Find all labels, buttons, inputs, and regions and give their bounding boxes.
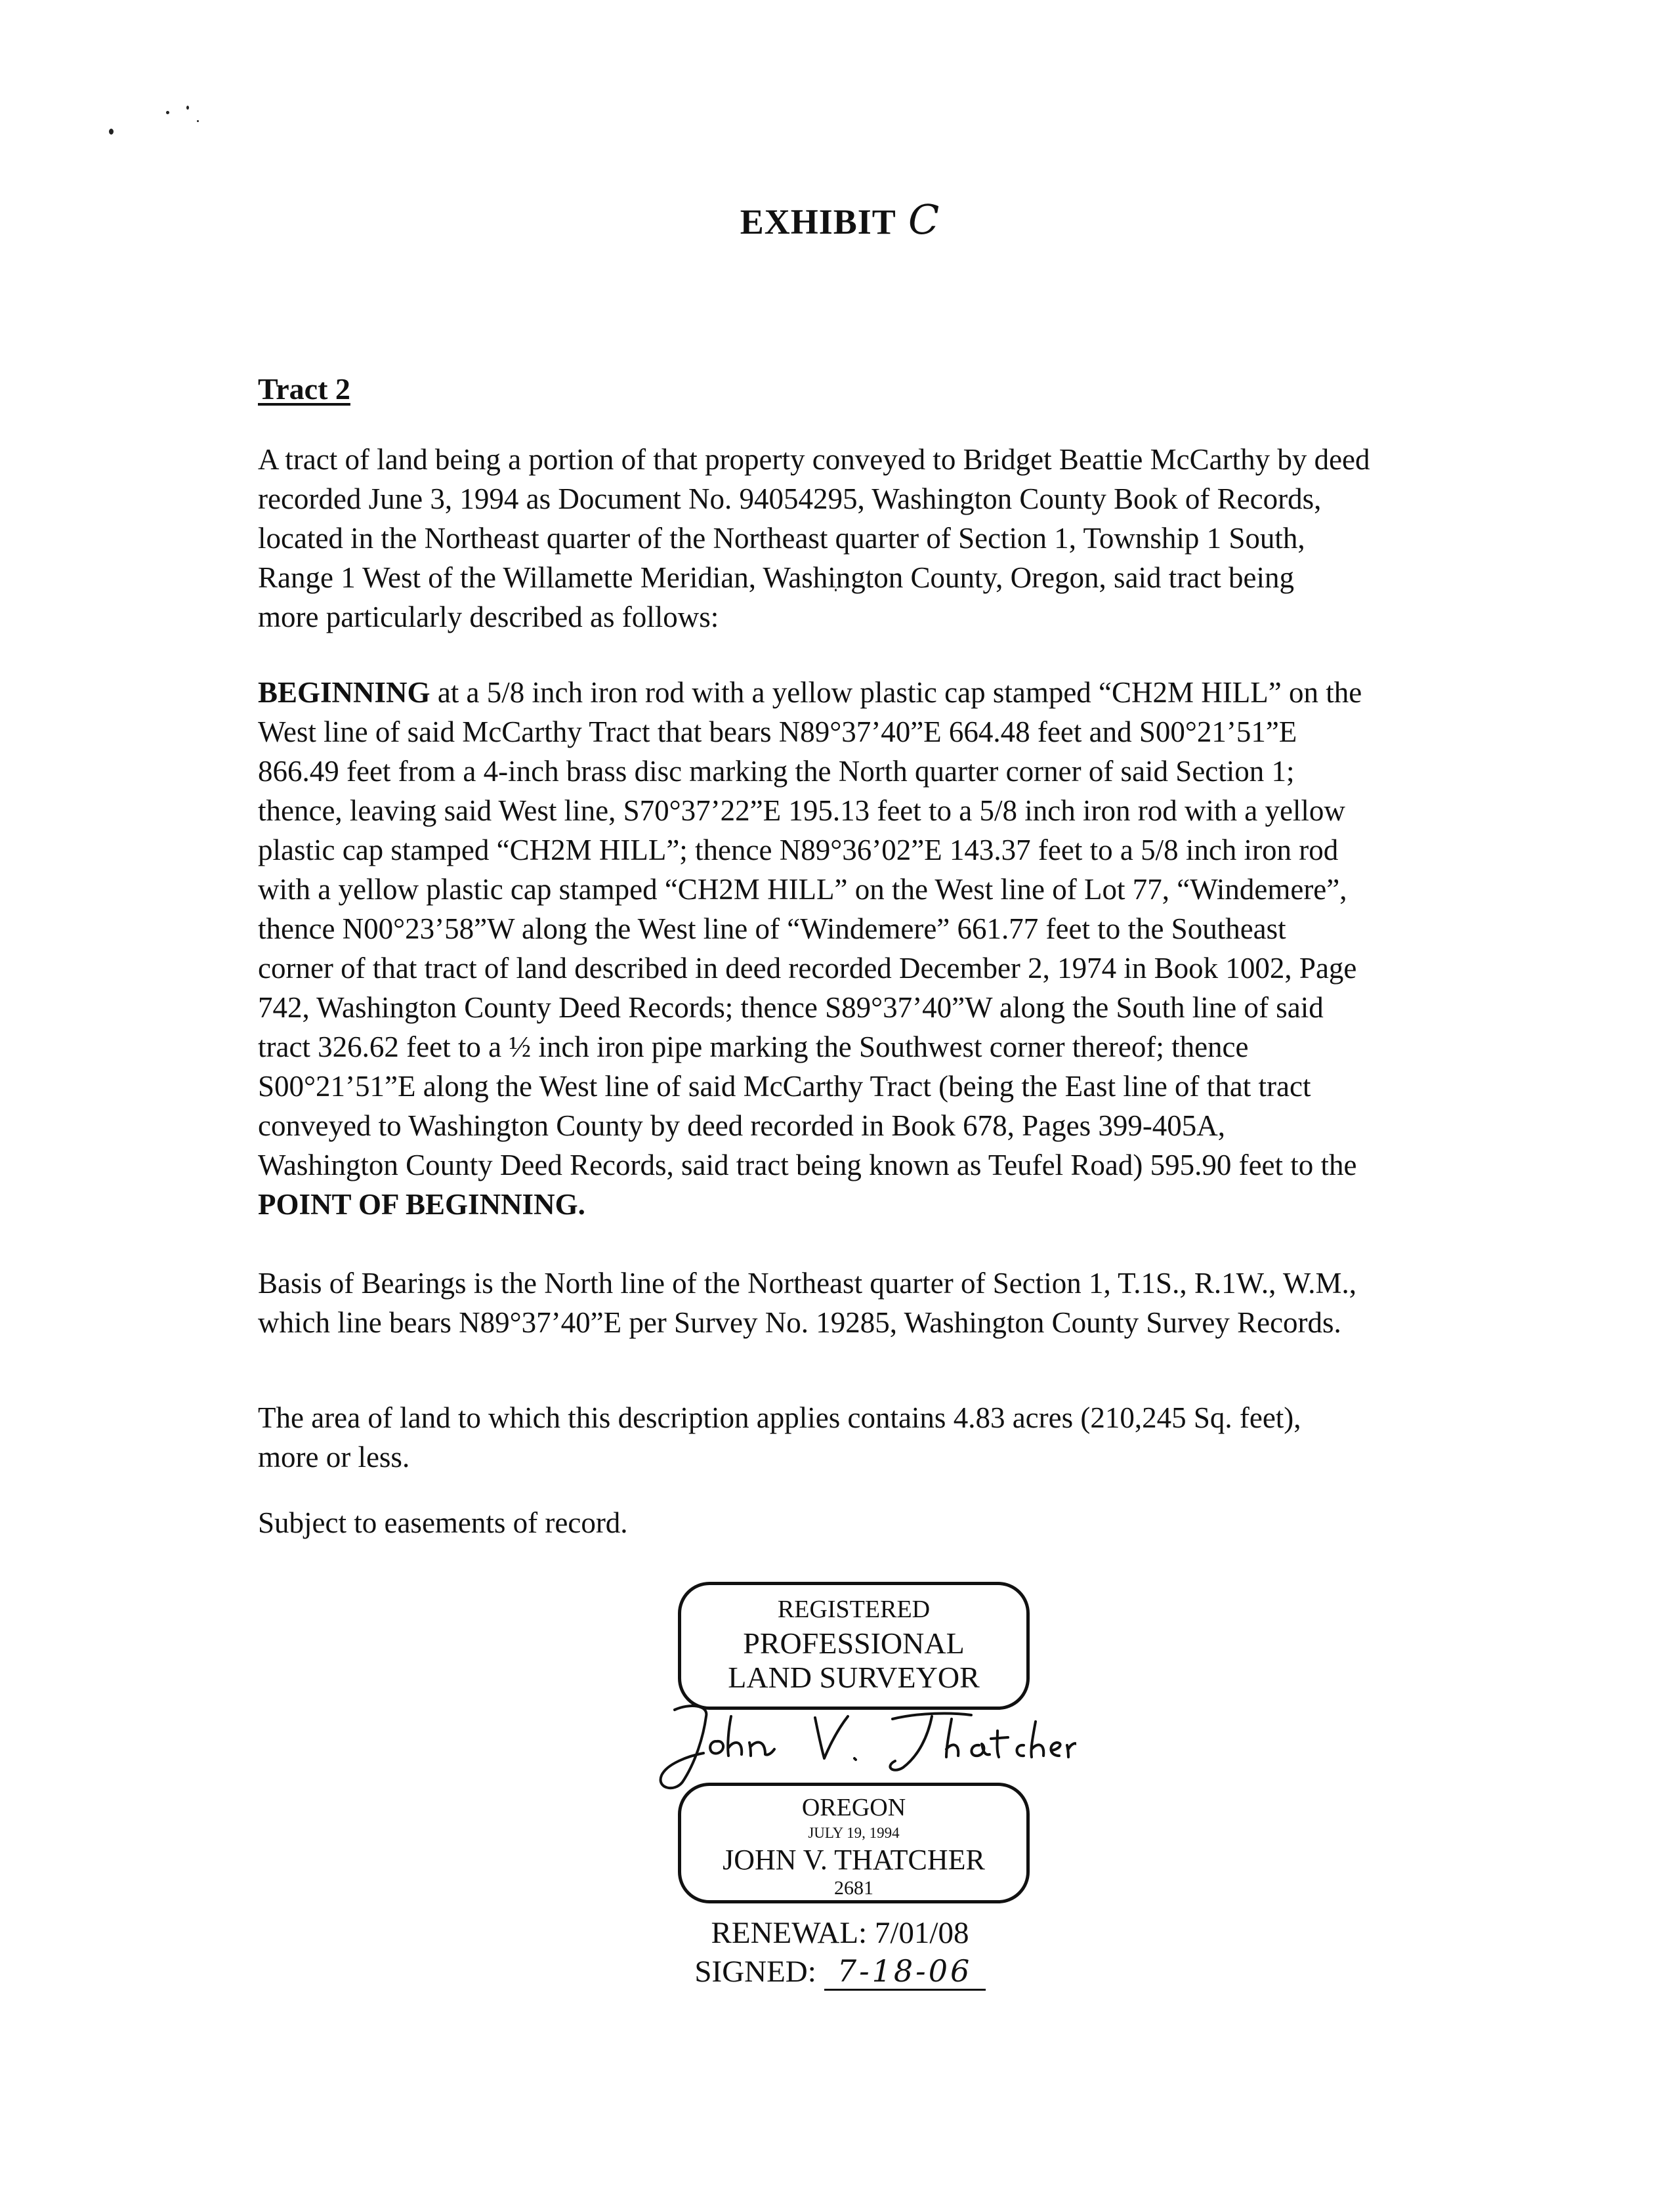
scan-speck	[109, 129, 114, 135]
surveyor-stamp-bottom	[678, 1783, 1030, 1903]
text-line	[258, 1185, 1439, 1224]
text-line: with a yellow plastic cap stamped “CH2M HILL” on the West line of Lot 77, “Windemere”,	[258, 873, 1347, 906]
text-line: 742, Washington County Deed Records; thence S89°37’40”W along the South line of said	[258, 991, 1324, 1024]
signature-drawing	[643, 1690, 1076, 1795]
text-line: Range 1 West of the Willamette Meridian, Washington County, Oregon, said tract being	[258, 561, 1294, 594]
point-of-beginning: POINT OF BEGINNING.	[258, 1188, 585, 1221]
document-title	[0, 196, 1680, 244]
stamp-professional: PROFESSIONAL	[743, 1626, 965, 1660]
title-handwritten-mark: C	[908, 196, 940, 244]
text-line: West line of said McCarthy Tract that bears N89°37’40”E 664.48 feet and S00°21’51”E	[258, 715, 1297, 748]
subject-paragraph	[258, 1503, 1439, 1542]
text-line: The area of land to which this description applies contains 4.83 acres (210,245 Sq. feet),	[258, 1401, 1301, 1434]
description-paragraph	[258, 673, 1439, 1224]
stamp-date: JULY 19, 1994	[808, 1825, 900, 1841]
stamp-land-surveyor: LAND SURVEYOR	[728, 1661, 980, 1694]
scan-speck	[186, 106, 189, 110]
text-line: Basis of Bearings is the North line of the Northeast quarter of Section 1, T.1S., R.1W., W.M.,	[258, 1267, 1356, 1300]
intro-paragraph	[258, 440, 1439, 637]
renewal-line: RENEWAL: 7/01/08	[711, 1916, 969, 1950]
signed-line	[0, 1953, 1680, 1991]
text-line: which line bears N89°37’40”E per Survey No. 19285, Washington County Survey Records.	[258, 1306, 1341, 1339]
text-line: conveyed to Washington County by deed recorded in Book 678, Pages 399-405A,	[258, 1109, 1226, 1142]
text-line: S00°21’51”E along the West line of said McCarthy Tract (being the East line of that tract	[258, 1070, 1311, 1103]
area-paragraph	[258, 1398, 1439, 1477]
beginning-label: BEGINNING	[258, 676, 430, 709]
stamp-state: OREGON	[801, 1794, 906, 1821]
text-line: thence, leaving said West line, S70°37’22”E 195.13 feet to a 5/8 inch iron rod with a yellow	[258, 794, 1345, 827]
text-line: tract 326.62 feet to a ½ inch iron pipe marking the Southwest corner thereof; thence	[258, 1030, 1249, 1063]
text-line: plastic cap stamped “CH2M HILL”; thence N89°36’02”E 143.37 feet to a 5/8 inch iron rod	[258, 834, 1339, 866]
text-line	[258, 673, 1439, 712]
scan-speck	[197, 120, 199, 122]
text-line: Washington County Deed Records, said tract being known as Teufel Road) 595.90 feet to the	[258, 1149, 1357, 1181]
text-line: thence N00°23’58”W along the West line of “Windemere” 661.77 feet to the Southeast	[258, 912, 1286, 945]
text-line: 866.49 feet from a 4-inch brass disc marking the North quarter corner of said Section 1;	[258, 755, 1295, 788]
title-text: EXHIBIT	[740, 202, 896, 242]
text-line: more or less.	[258, 1441, 410, 1474]
basis-paragraph	[258, 1263, 1439, 1342]
scan-speck	[166, 111, 169, 114]
text-line: located in the Northeast quarter of the Northeast quarter of Section 1, Township 1 South,	[258, 522, 1305, 555]
stamp-registered: REGISTERED	[777, 1596, 931, 1623]
signed-date: 7-18-06	[824, 1953, 986, 1991]
text-line: A tract of land being a portion of that property conveyed to Bridget Beattie McCarthy by deed	[258, 443, 1370, 476]
signed-label: SIGNED:	[694, 1955, 816, 1989]
text-line: corner of that tract of land described in deed recorded December 2, 1974 in Book 1002, Page	[258, 952, 1357, 985]
text-line: Subject to easements of record.	[258, 1506, 628, 1539]
beginning-text: at a 5/8 inch iron rod with a yellow plastic cap stamped “CH2M HILL” on the	[430, 676, 1362, 709]
surveyor-signature	[643, 1690, 1076, 1795]
text-line: recorded June 3, 1994 as Document No. 94054295, Washington County Book of Records,	[258, 482, 1322, 515]
stamp-number: 2681	[834, 1877, 873, 1899]
section-heading: Tract 2	[258, 372, 350, 406]
stamp-name: JOHN V. THATCHER	[723, 1844, 985, 1876]
text-line: more particularly described as follows:	[258, 601, 719, 633]
